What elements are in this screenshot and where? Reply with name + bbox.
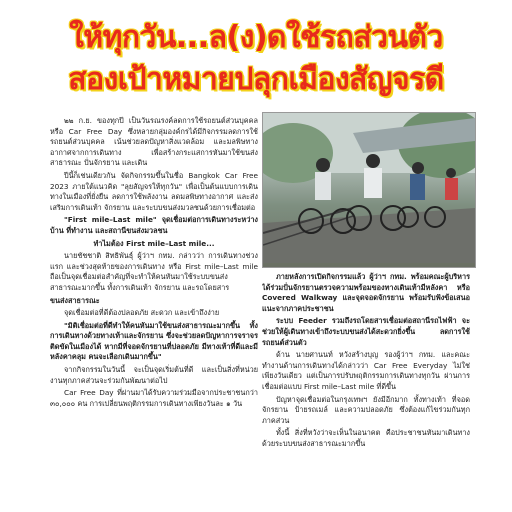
headline-line-2: สองเป้าหมายปลุกเมืองสัญจรดี [68, 62, 444, 97]
paragraph: "First mile–Last mile" จุดเชื่อมต่อการเดินทางระหว่างบ้าน ที่ทำงาน และสถานีขนส่งมวลชน [50, 215, 258, 235]
article-left-column [50, 116, 258, 512]
paragraph: ระบบ Feeder รวมถึงรถโดยสารเชื่อมต่อสถานีรถไฟฟ้า จะช่วยให้ผู้เดินทางเข้าถึงระบบขนส่งได้สะดวกยิ่งขึ้น ลดการใช้รถยนต์ส่วนตัว [262, 316, 470, 347]
quote-paragraph: "มิติเชื่อมต่อที่ดีทำให้คนหันมาใช้ขนส่งสาธารณะมากขึ้น ทั้งการเดินทางด้วยทางเท้าและจักรยาน ซึ่งจะช่วยลดปัญหาการจราจรติดขัดในเมืองได้ หากมีที่จอดจักรยานที่ปลอดภัย มีทางเท้าที่ดีและมีหลังคาคลุม คนจะเลือกเดินมากขึ้น" [50, 320, 258, 362]
paragraph: นายชัชชาติ สิทธิพันธุ์ ผู้ว่าฯ กทม. กล่าวว่า การเดินทางช่วงแรก และช่วงสุดท้ายของการเดินทาง หรือ First mile–Last mile ถือเป็นจุดเชื่อมต่อสำคัญที่จะทำให้คนหันมาใช้ระบบขนส่งสาธารณะมากขึ้น ทั้งการเดินเท้า จักรยาน และรถโดยสาร [50, 251, 258, 292]
cyclists-photo-image [263, 113, 475, 267]
paragraph: ภายหลังการเปิดกิจกรรมแล้ว ผู้ว่าฯ กทม. พร้อมคณะผู้บริหารได้ร่วมปั่นจักรยานตรวจความพร้อมของทางเดินเท้ามีหลังคา หรือ Covered Walkway และจุดจอดจักรยาน พร้อมรับฟังข้อเสนอแนะจากภาคประชาชน [262, 272, 470, 313]
paragraph: ปีนี้ก็เช่นเดียวกัน จัดกิจกรรมขึ้นในชื่อ Bangkok Car Free 2023 ภายใต้แนวคิด "ลุยสัญจรให้ทุกวัน" เพื่อเป็นต้นแบบการเดินทางในเมืองที่ยั่งยืน ลดการใช้พลังงาน ลดมลพิษทางอากาศ และส่งเสริมการเดินเท้า จักรยาน และระบบขนส่งมวลชนด้วยการเชื่อมต่อ [50, 170, 258, 212]
paragraph: ๒๒ ก.ย. ของทุกปี เป็นวันรณรงค์ลดการใช้รถยนต์ส่วนบุคคล หรือ Car Free Day ซึ่งหลายกลุ่มองค์กรได้มีกิจกรรมลดการใช้รถยนต์ส่วนบุคคล เน้นช่วยลดปัญหาสิ่งแวดล้อม และมลพิษทางอากาศจากการเดินทาง เพื่อสร้างกระแสการหันมาใช้ขนส่งสาธารณะ ปั่นจักรยาน และเดิน [50, 116, 258, 168]
cyclists-photo [262, 112, 476, 268]
headline-line-1: ให้ทุกวัน...ล(ง)ดใช้รถส่วนตัว [69, 20, 443, 55]
paragraph: ปัญหาจุดเชื่อมต่อในกรุงเทพฯ ยังมีอีกมาก ทั้งทางเท้า ที่จอดจักรยาน ป้ายรถเมล์ และความปลอดภัย ซึ่งต้องแก้ไขร่วมกันทุกภาคส่วน [262, 394, 470, 425]
paragraph: ทั้งนี้ สิ่งที่หวังว่าจะเห็นในอนาคต คือประชาชนหันมาเดินทางด้วยระบบขนส่งสาธารณะมากขึ้น [262, 428, 470, 448]
article-right-column [262, 272, 470, 512]
subheading: ทำไมต้อง First mile–Last mile... [93, 238, 215, 248]
paragraph: ด้าน นายศานนท์ หวังสร้างบุญ รองผู้ว่าฯ กทม. และคณะทำงานด้านการเดินทางได้กล่าวว่า Car Free Everyday ไม่ใช่เพียงวันเดียว แต่เป็นการปรับพฤติกรรมการเดินทางทุกวัน ผ่านการเชื่อมต่อแบบ First mile–Last mile ที่ดีขึ้น [262, 350, 470, 391]
subheading: ขนส่งสาธารณะ [50, 295, 100, 305]
paragraph: Car Free Day ที่ผ่านมาได้รับความร่วมมือจากประชาชนกว่า ๓๐,๐๐๐ คน การเปลี่ยนพฤติกรรมการเดินทางเพียงวันละ ๑ วัน [50, 388, 258, 408]
paragraph: จุดเชื่อมต่อที่ดีต้องปลอดภัย สะดวก และเข้าถึงง่าย [64, 308, 220, 318]
paragraph: จากกิจกรรมในวันนี้ จะเป็นจุดเริ่มต้นที่ดี และเป็นสิ่งที่หน่วยงานทุกภาคส่วนจะร่วมกันพัฒนาต่อไป [50, 365, 258, 385]
